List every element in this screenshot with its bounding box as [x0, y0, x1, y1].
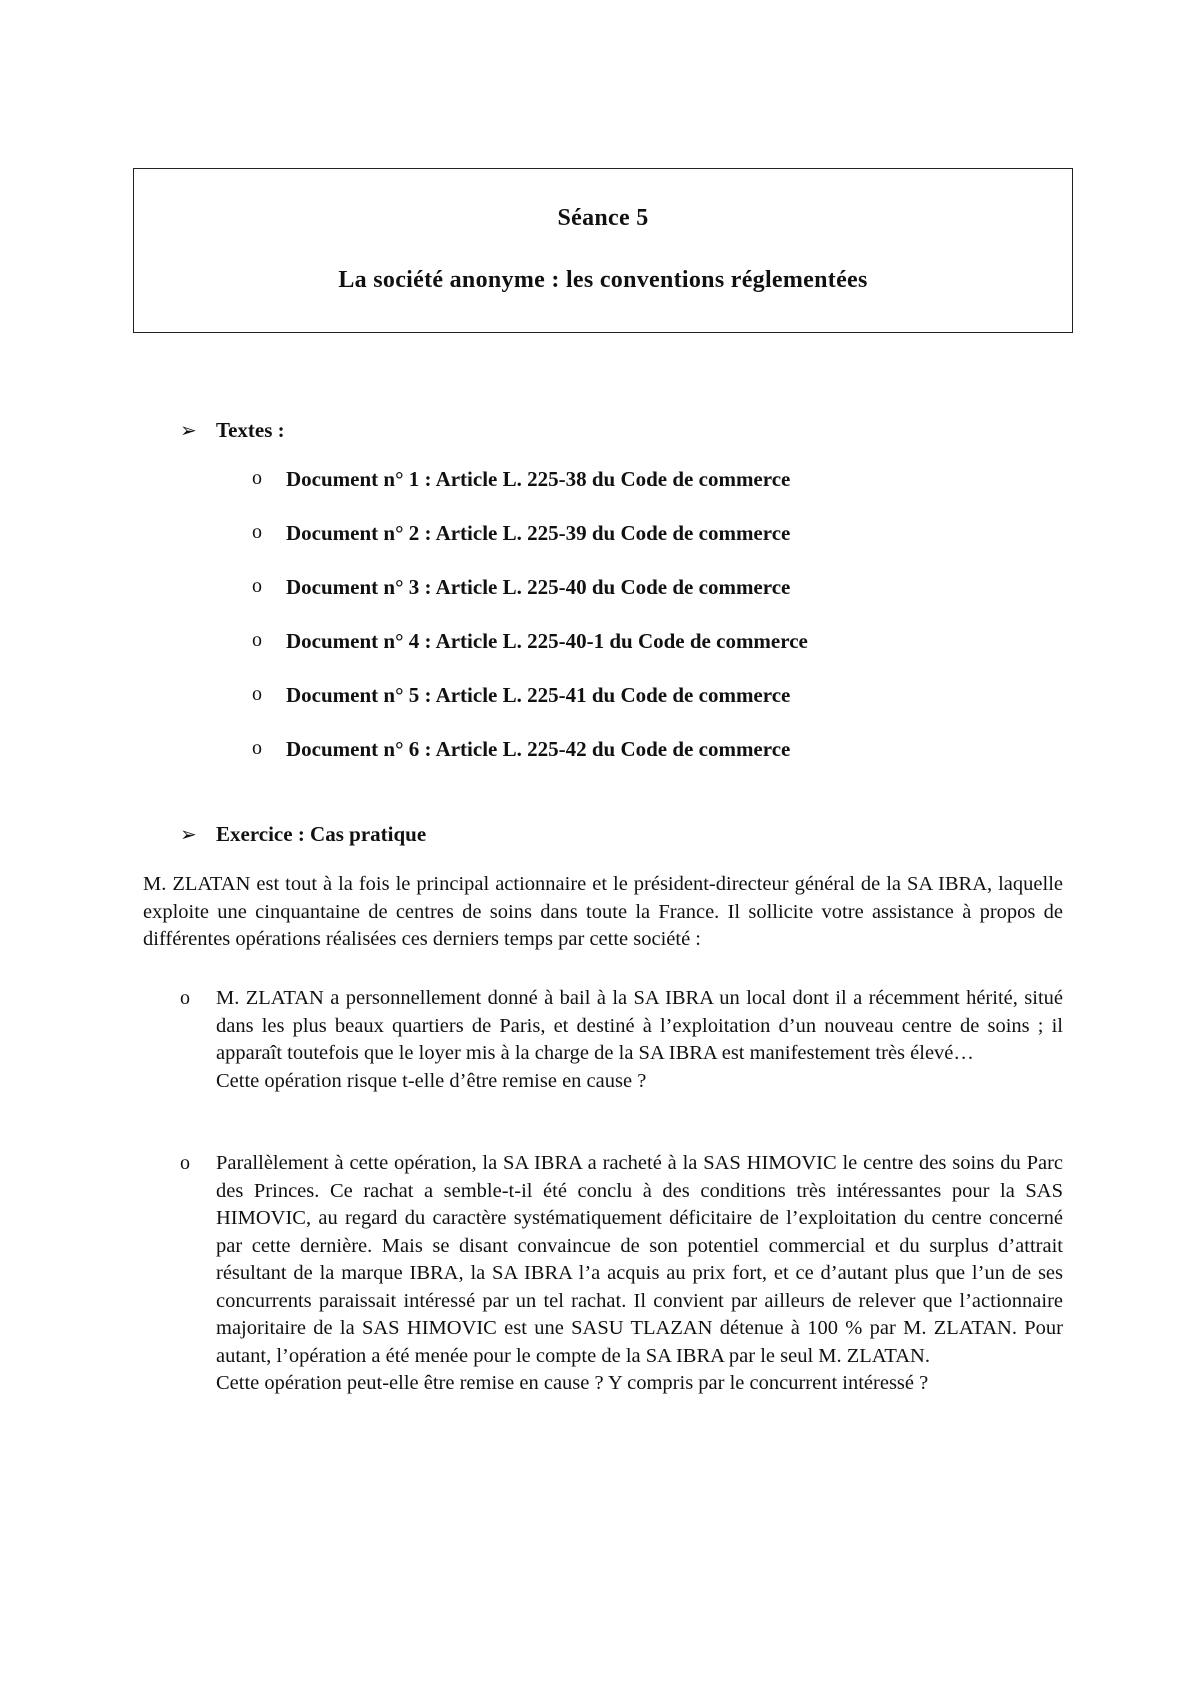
- circle-bullet-icon: o: [252, 521, 262, 543]
- document-label: Document n° 4 : Article L. 225-40-1 du Code de commerce: [286, 629, 808, 653]
- texts-heading-label: Textes :: [216, 418, 285, 442]
- circle-bullet-icon: o: [180, 987, 190, 1009]
- arrow-bullet-icon: ➢: [180, 420, 197, 442]
- circle-bullet-icon: o: [252, 629, 262, 651]
- document-item: [252, 575, 808, 629]
- document-item: [252, 467, 808, 521]
- document-item: [252, 737, 808, 791]
- case-question: Cette opération peut-elle être remise en cause ? Y compris par le concurrent intéressé ?: [216, 1372, 929, 1394]
- case-body: [216, 1150, 1063, 1398]
- circle-bullet-icon: o: [252, 737, 262, 759]
- circle-bullet-icon: o: [252, 683, 262, 705]
- circle-bullet-icon: o: [252, 467, 262, 489]
- session-title: Séance 5: [557, 205, 649, 231]
- exercise-heading: [180, 822, 426, 847]
- document-item: [252, 683, 808, 737]
- document-label: Document n° 5 : Article L. 225-41 du Code de commerce: [286, 683, 791, 707]
- case-item-2: [180, 1150, 1063, 1398]
- document-label: Document n° 6 : Article L. 225-42 du Code de commerce: [286, 737, 791, 761]
- title-box: [133, 168, 1073, 333]
- document-item: [252, 521, 808, 575]
- document-label: Document n° 2 : Article L. 225-39 du Code de commerce: [286, 521, 791, 545]
- arrow-bullet-icon: ➢: [180, 824, 197, 846]
- case-text: M. ZLATAN a personnellement donné à bail à la SA IBRA un local dont il a récemment hérité, situé dans les plus beaux quartiers de Paris, et destiné à l’exploitation d’un nouveau centre de soins ; il apparaît toutefois que le loyer mis à la charge de la SA IBRA est manifestement très élevé…: [216, 987, 1063, 1064]
- document-item: [252, 629, 808, 683]
- circle-bullet-icon: o: [252, 575, 262, 597]
- document-label: Document n° 3 : Article L. 225-40 du Code de commerce: [286, 575, 791, 599]
- document-list: [252, 467, 808, 791]
- case-text: Parallèlement à cette opération, la SA IBRA a racheté à la SAS HIMOVIC le centre des soins du Parc des Princes. Ce rachat a semble-t-il été conclu à des conditions très intéressantes pour la SAS HIMOVIC, au regard du caractère systématiquement déficitaire de l’exploitation du centre concerné par cette dernière. Mais se disant convaincue de son potentiel commercial et du surplus d’attrait résultant de la marque IBRA, la SA IBRA l’a acquis au prix fort, et ce d’autant plus que l’un de ses concurrents paraissait intéressé par un tel rachat. Il convient par ailleurs de relever que l’actionnaire majoritaire de la SAS HIMOVIC est une SASU TLAZAN détenue à 100 % par M. ZLATAN. Pour autant, l’opération a été menée pour le compte de la SA IBRA par le seul M. ZLATAN.: [216, 1152, 1063, 1367]
- circle-bullet-icon: o: [180, 1152, 190, 1174]
- case-question: Cette opération risque t-elle d’être remise en cause ?: [216, 1069, 647, 1092]
- exercise-heading-label: Exercice : Cas pratique: [216, 822, 427, 846]
- case-body: [216, 985, 1063, 1095]
- exercise-intro: M. ZLATAN est tout à la fois le principal actionnaire et le président-directeur général de la SA IBRA, laquelle exploite une cinquantaine de centres de soins dans toute la France. Il sollicite votre assistance à propos de différentes opérations réalisées ces derniers temps par cette société :: [143, 873, 1063, 950]
- document-label: Document n° 1 : Article L. 225-38 du Code de commerce: [286, 467, 791, 491]
- texts-heading: [180, 418, 285, 443]
- case-item-1: [180, 985, 1063, 1095]
- session-subtitle: La société anonyme : les conventions réglementées: [338, 267, 868, 293]
